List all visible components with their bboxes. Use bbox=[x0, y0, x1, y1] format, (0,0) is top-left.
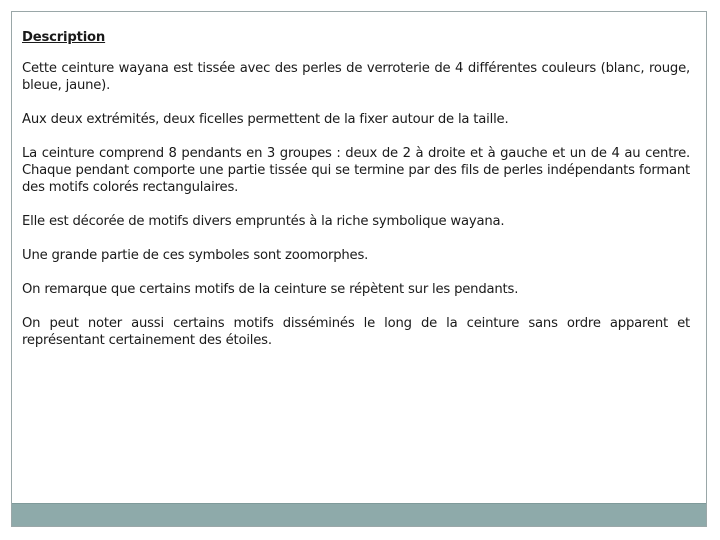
text-body bbox=[22, 29, 690, 366]
section-title: Description bbox=[22, 30, 106, 45]
bottom-bar bbox=[12, 503, 706, 526]
paragraph-repeat: On remarque que certains motifs de la ceinture se répètent sur les pendants. bbox=[22, 282, 519, 297]
paragraph-stars: On peut noter aussi certains motifs disséminés le long de la ceinture sans ordre apparent et représentant certainement des étoiles. bbox=[22, 316, 690, 348]
paragraph-zoomorphic: Une grande partie de ces symboles sont zoomorphes. bbox=[22, 248, 369, 263]
paragraph-beads: Cette ceinture wayana est tissée avec des perles de verroterie de 4 différentes couleurs (blanc, rouge, bleue, jaune). bbox=[22, 61, 690, 93]
paragraph-pendants: La ceinture comprend 8 pendants en 3 groupes : deux de 2 à droite et à gauche et un de 4 au centre. Chaque pendant comporte une partie tissée qui se termine par des fils de perles indépendants formant des motifs colorés rectangulaires. bbox=[22, 146, 690, 195]
paragraph-strings: Aux deux extrémités, deux ficelles permettent de la fixer autour de la taille. bbox=[22, 112, 509, 127]
paragraph-motifs: Elle est décorée de motifs divers empruntés à la riche symbolique wayana. bbox=[22, 214, 505, 229]
content-frame bbox=[11, 11, 707, 527]
